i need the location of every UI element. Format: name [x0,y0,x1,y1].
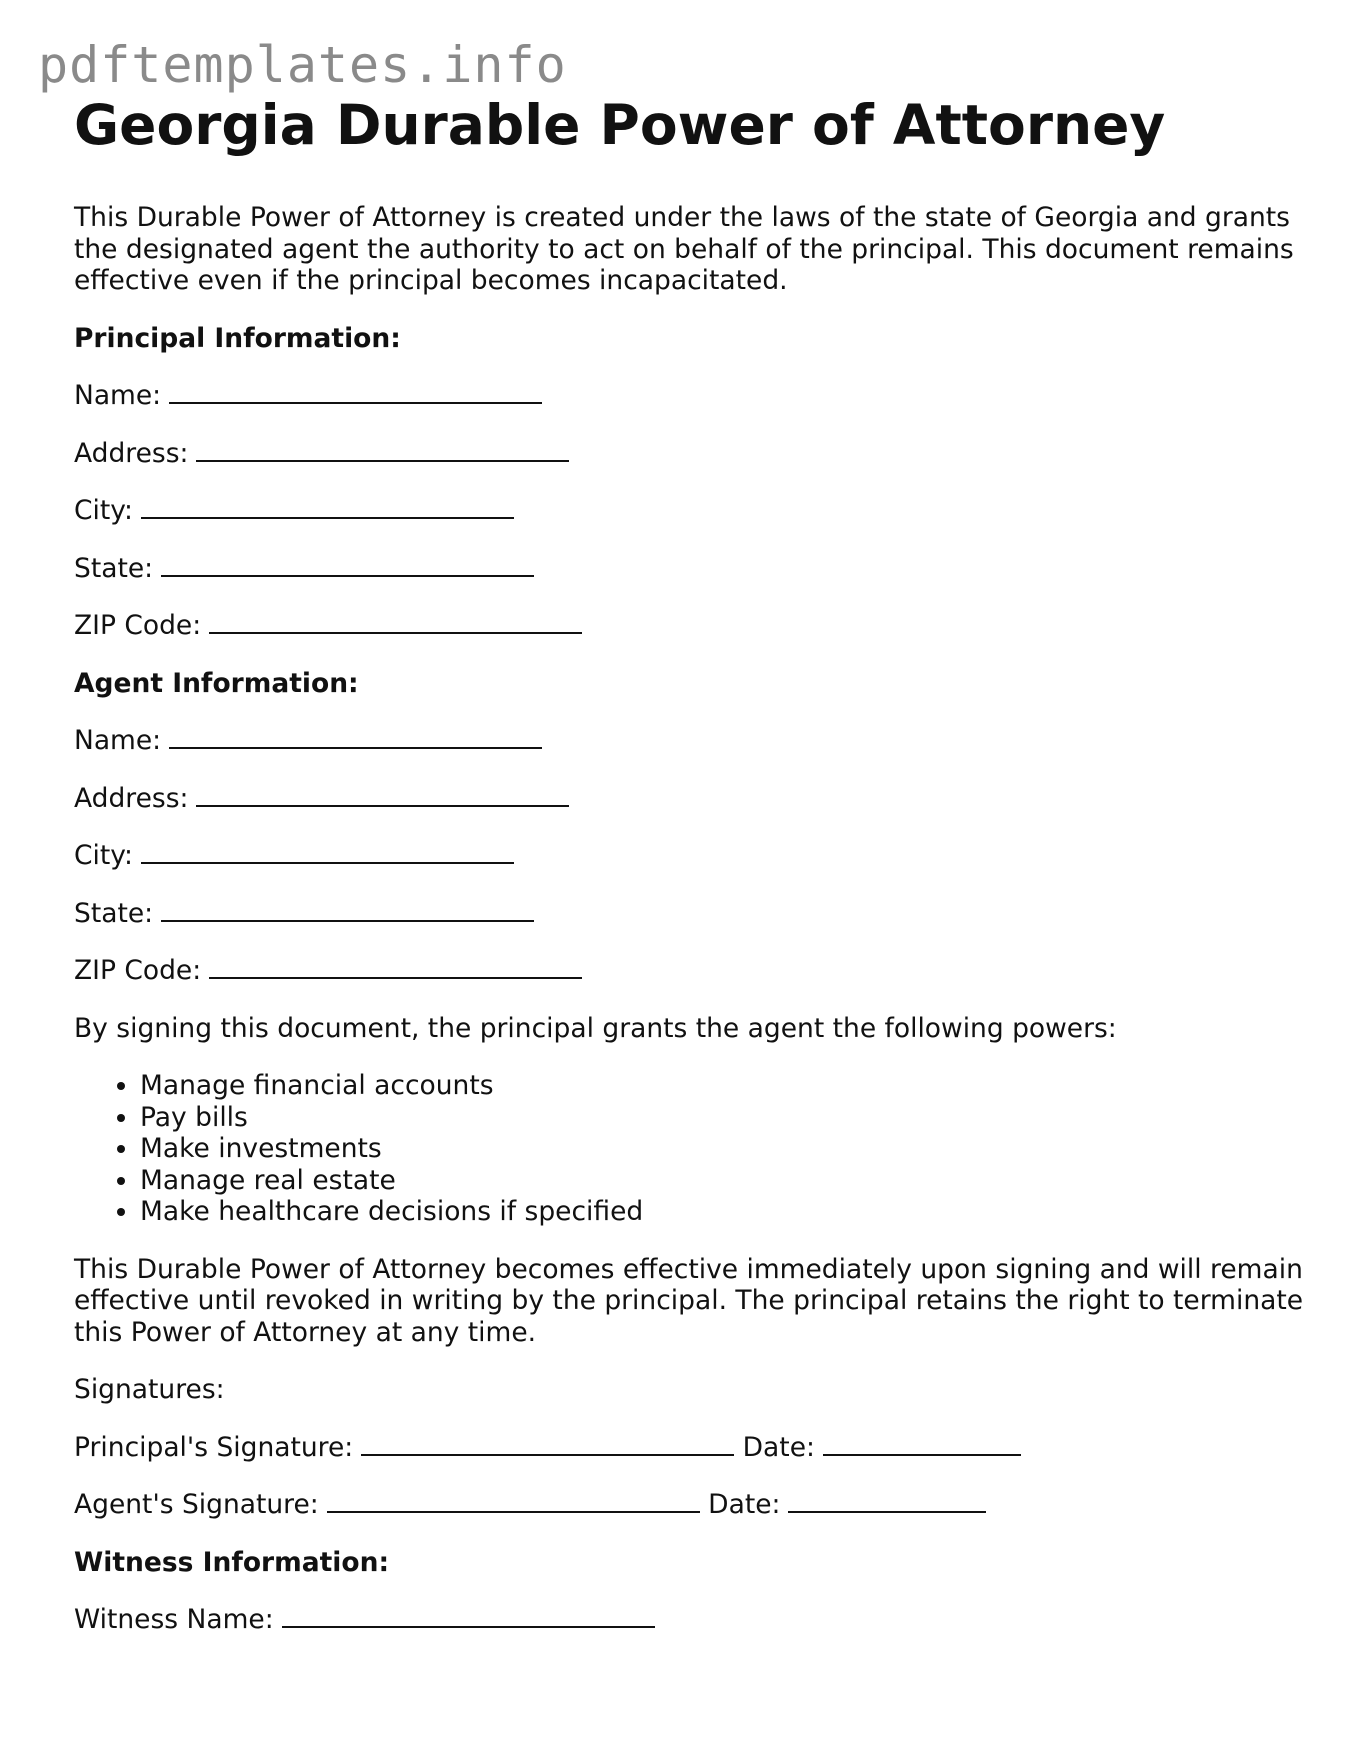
list-item: • Manage financial accounts [140,1070,1304,1102]
watermark: pdftemplates.info [38,36,567,94]
agent-state-row [74,898,1304,930]
list-item: • Make healthcare decisions if specified [140,1196,1304,1228]
principal-signature-row [74,1432,1304,1464]
field-label: Address: [74,782,189,814]
witness-heading: Witness Information: [74,1546,390,1578]
list-item: • Pay bills [140,1102,1304,1134]
signatures-label: Signatures: [74,1374,225,1405]
agent-zip-row [74,955,1304,987]
principal-signature-blank[interactable] [361,1432,734,1456]
field-label: Name: [74,380,162,411]
field-label: Date: [708,1489,781,1520]
agent-name-row [74,725,1304,757]
agent-signature-row [74,1489,1304,1521]
field-label: Address: [74,437,189,469]
field-label: Witness Name: [74,1604,274,1635]
agent-state-blank[interactable] [161,898,534,922]
list-item: • Manage real estate [140,1165,1304,1197]
field-label: Name: [74,725,162,756]
principal-heading: Principal Information: [74,322,401,354]
intro-paragraph: This Durable Power of Attorney is created under the laws of the state of Georgia and grants the designated agent the authority to act on behalf of the principal. This document remains effective even if the principal becomes incapacitated. [74,202,1294,296]
field-label: City: [74,840,133,871]
document-title: Georgia Durable Power of Attorney [74,93,1166,157]
principal-name-blank[interactable] [169,380,542,404]
witness-name-blank[interactable] [282,1604,655,1628]
witness-name-row [74,1604,1304,1636]
principal-zip-row [74,610,1304,642]
principal-address-row [74,438,1304,470]
principal-address-blank[interactable] [196,438,569,462]
agent-city-row [74,840,1304,872]
field-label: Principal's Signature: [74,1431,354,1463]
powers-lead: By signing this document, the principal grants the agent the following powers: [74,1012,1117,1044]
principal-name-row [74,380,1304,412]
field-label: Date: [742,1431,815,1463]
field-label: City: [74,495,133,526]
field-label: ZIP Code: [74,610,202,641]
principal-state-row [74,553,1304,585]
effective-paragraph: This Durable Power of Attorney becomes effective immediately upon signing and will remain effective until revoked in writing by the principal. The principal retains the right to terminate this Power of Attorney at any time. [74,1253,1304,1348]
document-page [74,92,1304,1636]
agent-date-blank[interactable] [788,1489,986,1513]
principal-city-row [74,495,1304,527]
principal-zip-blank[interactable] [209,610,582,634]
principal-state-blank[interactable] [161,553,534,577]
field-label: State: [74,897,154,929]
agent-city-blank[interactable] [141,840,514,864]
powers-list [74,1070,1304,1228]
agent-address-blank[interactable] [196,783,569,807]
principal-date-blank[interactable] [823,1432,1021,1456]
field-label: State: [74,552,154,584]
agent-heading: Agent Information: [74,667,359,699]
field-label: Agent's Signature: [74,1489,319,1520]
agent-name-blank[interactable] [169,725,542,749]
principal-city-blank[interactable] [141,495,514,519]
field-label: ZIP Code: [74,955,202,986]
agent-zip-blank[interactable] [209,955,582,979]
agent-signature-blank[interactable] [327,1489,700,1513]
list-item: • Make investments [140,1133,1304,1165]
agent-address-row [74,783,1304,815]
